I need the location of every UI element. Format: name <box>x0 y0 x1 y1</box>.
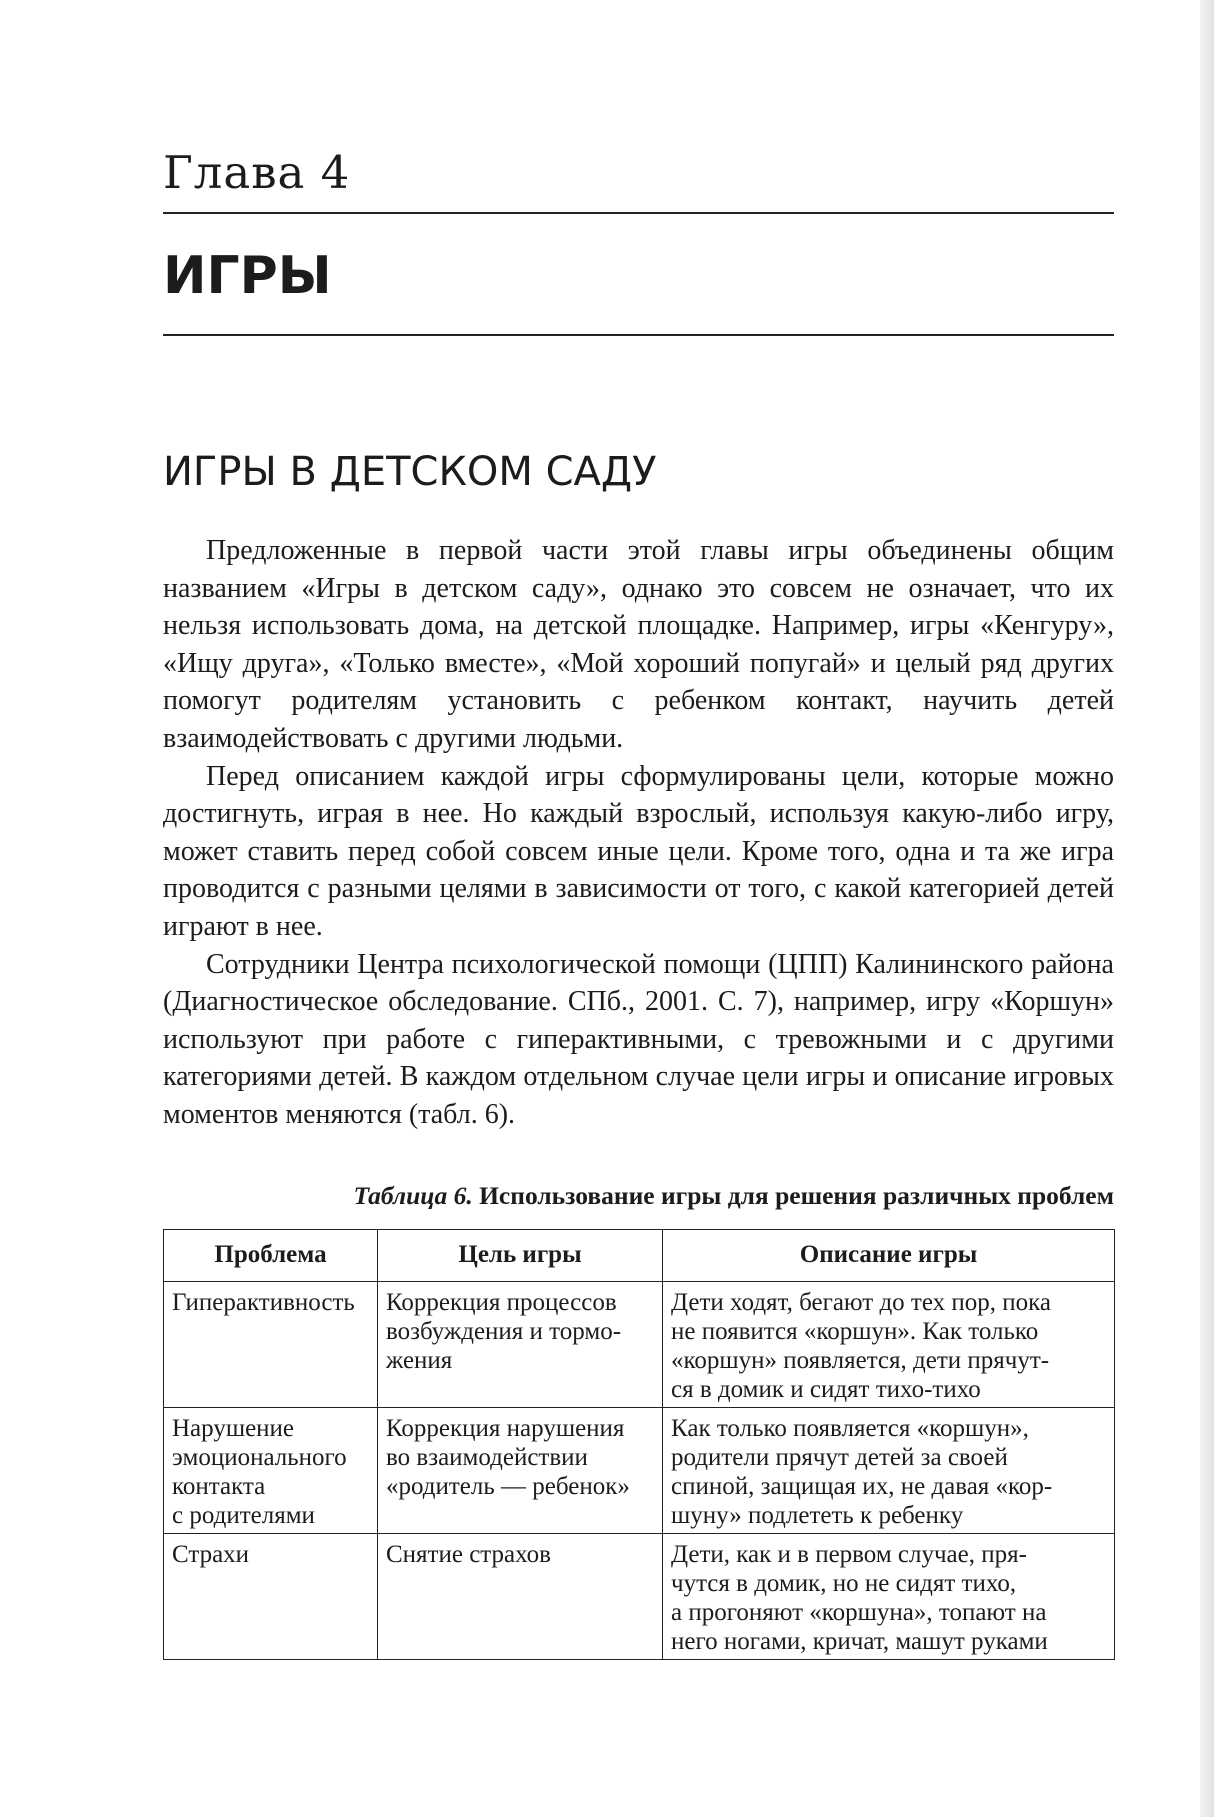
cell-line: Страхи <box>172 1540 250 1568</box>
table-row <box>164 1533 1115 1659</box>
cell-line: не появится «коршун». Как только <box>671 1317 1039 1345</box>
table-row <box>164 1407 1115 1533</box>
cell-line: Нарушение <box>172 1414 295 1442</box>
cell-line: чутся в домик, но не сидят тихо, <box>671 1569 1017 1597</box>
cell-line: а прогоняют «коршуна», топают на <box>671 1598 1047 1626</box>
cell-line: возбуждения и тормо- <box>386 1317 622 1345</box>
problems-table <box>163 1229 1115 1660</box>
paragraph-1: Предложенные в первой части этой главы игры объединены общим названием «Игры в детском саду», однако это совсем не означает, что их нельзя использовать дома, на детской площадке. Например, игры «Кенгуру», «Ищу друга», «Только вместе», «Мой хороший попугай» и целый ряд других помогут родителям установить с ребенком контакт, научить детей взаимодействовать с другими людьми. <box>163 535 1114 754</box>
table-caption <box>163 1179 1114 1229</box>
cell-line: Снятие страхов <box>386 1540 551 1568</box>
cell-line: во взаимодействии <box>386 1443 588 1471</box>
cell-line: контакта <box>172 1472 266 1500</box>
cell-line: шуну» подлететь к ребенку <box>671 1501 964 1529</box>
table-row <box>164 1281 1115 1407</box>
cell-line: эмоционального <box>172 1443 347 1471</box>
chapter-title: ИГРЫ <box>163 246 332 306</box>
cell-line: спиной, защищая их, не давая «кор- <box>671 1472 1053 1500</box>
table-cell-problem <box>164 1533 378 1659</box>
cell-line: «родитель — ребенок» <box>386 1472 630 1500</box>
page-content <box>163 146 1114 1660</box>
cell-line: с родителями <box>172 1501 315 1529</box>
paragraph-3: Сотрудники Центра психологической помощи (ЦПП) Калининского района (Диагностическое обследование. СПб., 2001. С. 7), например, игру «Коршун» используют при работе с гиперактивными, с тревожными и с другими категориями детей. В каждом отдельном случае цели игры и описание игровых моментов меняются (табл. 6). <box>163 948 1114 1130</box>
cell-line: Как только появляется «коршун», <box>671 1414 1029 1442</box>
cell-line: «коршун» появляется, дети прячут- <box>671 1346 1050 1374</box>
table-cell-goal <box>378 1533 663 1659</box>
table-cell-problem <box>164 1407 378 1533</box>
table-cell-description <box>663 1407 1115 1533</box>
cell-line: ся в домик и сидят тихо-тихо <box>671 1375 981 1403</box>
cell-line: Гиперактивность <box>172 1288 355 1316</box>
chapter-label: Глава 4 <box>163 146 351 199</box>
cell-line: него ногами, кричат, машут руками <box>671 1627 1048 1655</box>
table-cell-goal <box>378 1407 663 1533</box>
cell-line: Дети, как и в первом случае, пря- <box>671 1540 1027 1568</box>
cell-line: Коррекция нарушения <box>386 1414 625 1442</box>
table-cell-description <box>663 1533 1115 1659</box>
cell-line: Дети ходят, бегают до тех пор, пока <box>671 1288 1051 1316</box>
cell-line: жения <box>386 1346 453 1374</box>
header-description: Описание игры <box>663 1229 1115 1281</box>
cell-line: родители прячут детей за своей <box>671 1443 1008 1471</box>
cell-line: Коррекция процессов <box>386 1288 617 1316</box>
chapter-bottom-rule <box>163 334 1114 336</box>
table-cell-problem <box>164 1281 378 1407</box>
table-body <box>164 1281 1115 1659</box>
table-header-row <box>164 1229 1115 1281</box>
paragraph-2: Перед описанием каждой игры сформулированы цели, которые можно достигнуть, играя в нее. Но каждый взрослый, используя какую-либо игру, может ставить перед собой совсем иные цели. Кроме того, одна и та же игра проводится с разными целями в зависимости от того, с какой категорией детей играют в нее. <box>163 760 1114 942</box>
header-problem: Проблема <box>164 1229 378 1281</box>
table-cell-goal <box>378 1281 663 1407</box>
section-title: ИГРЫ В ДЕТСКОМ САДУ <box>163 449 657 495</box>
page-edge <box>1200 0 1214 1817</box>
table-cell-description <box>663 1281 1115 1407</box>
table-caption-label: Таблица 6. <box>353 1180 473 1210</box>
header-goal: Цель игры <box>378 1229 663 1281</box>
table-caption-text: Использование игры для решения различных проблем <box>479 1180 1114 1210</box>
